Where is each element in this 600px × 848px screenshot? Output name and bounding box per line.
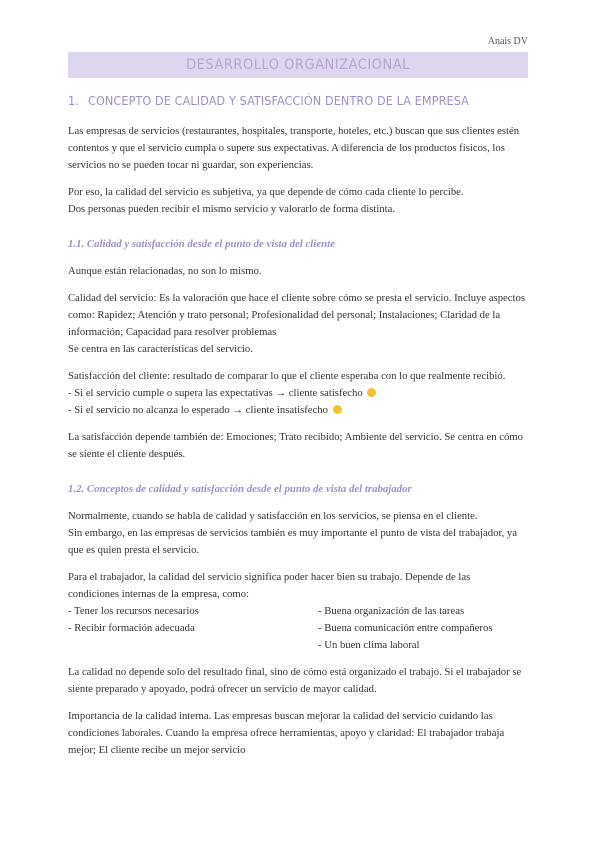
smiling-face-icon	[367, 388, 376, 397]
text-line: condiciones laborales. Cuando la empresa ofrece herramientas, apoyo y claridad: El trabajador trabaja	[68, 727, 505, 739]
subsection-heading-1-1: 1.1. Calidad y satisfacción desde el punto de vista del cliente	[68, 238, 335, 250]
text-line	[68, 385, 538, 402]
text-line: Se centra en las características del servicio.	[68, 343, 253, 355]
sub1-paragraph-4	[68, 429, 538, 463]
text-line: condiciones internas de la empresa, como:	[68, 588, 250, 600]
document-title: DESARROLLO ORGANIZACIONAL	[186, 57, 410, 73]
text-line: Las empresas de servicios (restaurantes, hospitales, transporte, hoteles, etc.) buscan que sus clientes estén	[68, 125, 520, 137]
title-banner	[68, 52, 528, 78]
text-line: Normalmente, cuando se habla de calidad y satisfacción en los servicios, se piensa en el cliente.	[68, 510, 478, 522]
section-number: 1.	[68, 93, 79, 108]
sub2-paragraph-2	[68, 569, 538, 603]
text-line: servicios no se pueden tocar ni guardar, son experiencias.	[68, 159, 314, 171]
intro-paragraph-1	[68, 123, 538, 174]
sub2-paragraph-4	[68, 708, 538, 759]
sub2-paragraph-3	[68, 664, 538, 698]
text-line: Sin embargo, en las empresas de servicios también es muy importante el punto de vista del trabajador, ya	[68, 527, 518, 539]
text-line: contentos y que el servicio cumpla o supere sus expectativas. A diferencia de los productos físicos, los	[68, 142, 505, 154]
author-name: Anais DV	[487, 36, 528, 47]
list-item: - Tener los recursos necesarios	[68, 605, 199, 617]
sub1-paragraph-2	[68, 290, 538, 358]
text-line: siente preparado y apoyado, podrá ofrecer un servicio de mayor calidad.	[68, 683, 377, 695]
text-line: Por eso, la calidad del servicio es subjetiva, ya que depende de cómo cada cliente lo percibe.	[68, 186, 464, 198]
text-line: que es quien presta el servicio.	[68, 544, 200, 556]
text-line: Importancia de la calidad interna. Las empresas buscan mejorar la calidad del servicio cuidando las	[68, 710, 493, 722]
section-heading	[68, 93, 538, 108]
bullet-text: - Si el servicio cumple o supera las expectativas → cliente satisfecho	[68, 387, 363, 399]
conditions-list-left	[68, 603, 318, 654]
text-line: Calidad del servicio: Es la valoración que hace el cliente sobre cómo se presta el servicio. Incluye aspectos	[68, 292, 526, 304]
text-line	[68, 402, 538, 419]
text-line: Dos personas pueden recibir el mismo servicio y valorarlo de forma distinta.	[68, 203, 396, 215]
section-title: CONCEPTO DE CALIDAD Y SATISFACCIÓN DENTRO DE LA EMPRESA	[88, 93, 469, 108]
text-line: Aunque están relacionadas, no son lo mismo.	[68, 265, 262, 277]
text-line: se siente el cliente después.	[68, 448, 186, 460]
text-line: información; Capacidad para resolver problemas	[68, 326, 277, 338]
list-item: - Buena organización de las tareas	[318, 605, 465, 617]
text-line: La satisfacción depende también de: Emociones; Trato recibido; Ambiente del servicio. Se centra en cómo	[68, 431, 523, 443]
list-item: - Recibir formación adecuada	[68, 622, 195, 634]
sub1-paragraph-3	[68, 368, 538, 419]
text-line: Satisfacción del cliente: resultado de comparar lo que el cliente esperaba con lo que realmente recibió.	[68, 370, 506, 382]
intro-paragraph-2	[68, 184, 538, 218]
pensive-face-icon	[333, 405, 342, 414]
subsection-heading-1-2: 1.2. Conceptos de calidad y satisfacción desde el punto de vista del trabajador	[68, 483, 412, 495]
conditions-list-right	[318, 603, 538, 654]
document-body	[68, 123, 538, 769]
sub1-paragraph-1	[68, 263, 538, 280]
text-line: como: Rapidez; Atención y trato personal; Profesionalidad del personal; Instalaciones; Claridad de la	[68, 309, 501, 321]
list-item: - Buena comunicación entre compañeros	[318, 622, 493, 634]
text-line: Para el trabajador, la calidad del servicio significa poder hacer bien su trabajo. Depende de las	[68, 571, 471, 583]
conditions-list	[68, 603, 538, 654]
sub2-paragraph-1	[68, 508, 538, 559]
bullet-text: - Si el servicio no alcanza lo esperado → cliente insatisfecho	[68, 404, 328, 416]
text-line: La calidad no depende solo del resultado final, sino de cómo está organizado el trabajo. Si el trabajador se	[68, 666, 522, 678]
text-line: mejor; El cliente recibe un mejor servicio	[68, 744, 246, 756]
list-item: - Un buen clima laboral	[318, 639, 420, 651]
